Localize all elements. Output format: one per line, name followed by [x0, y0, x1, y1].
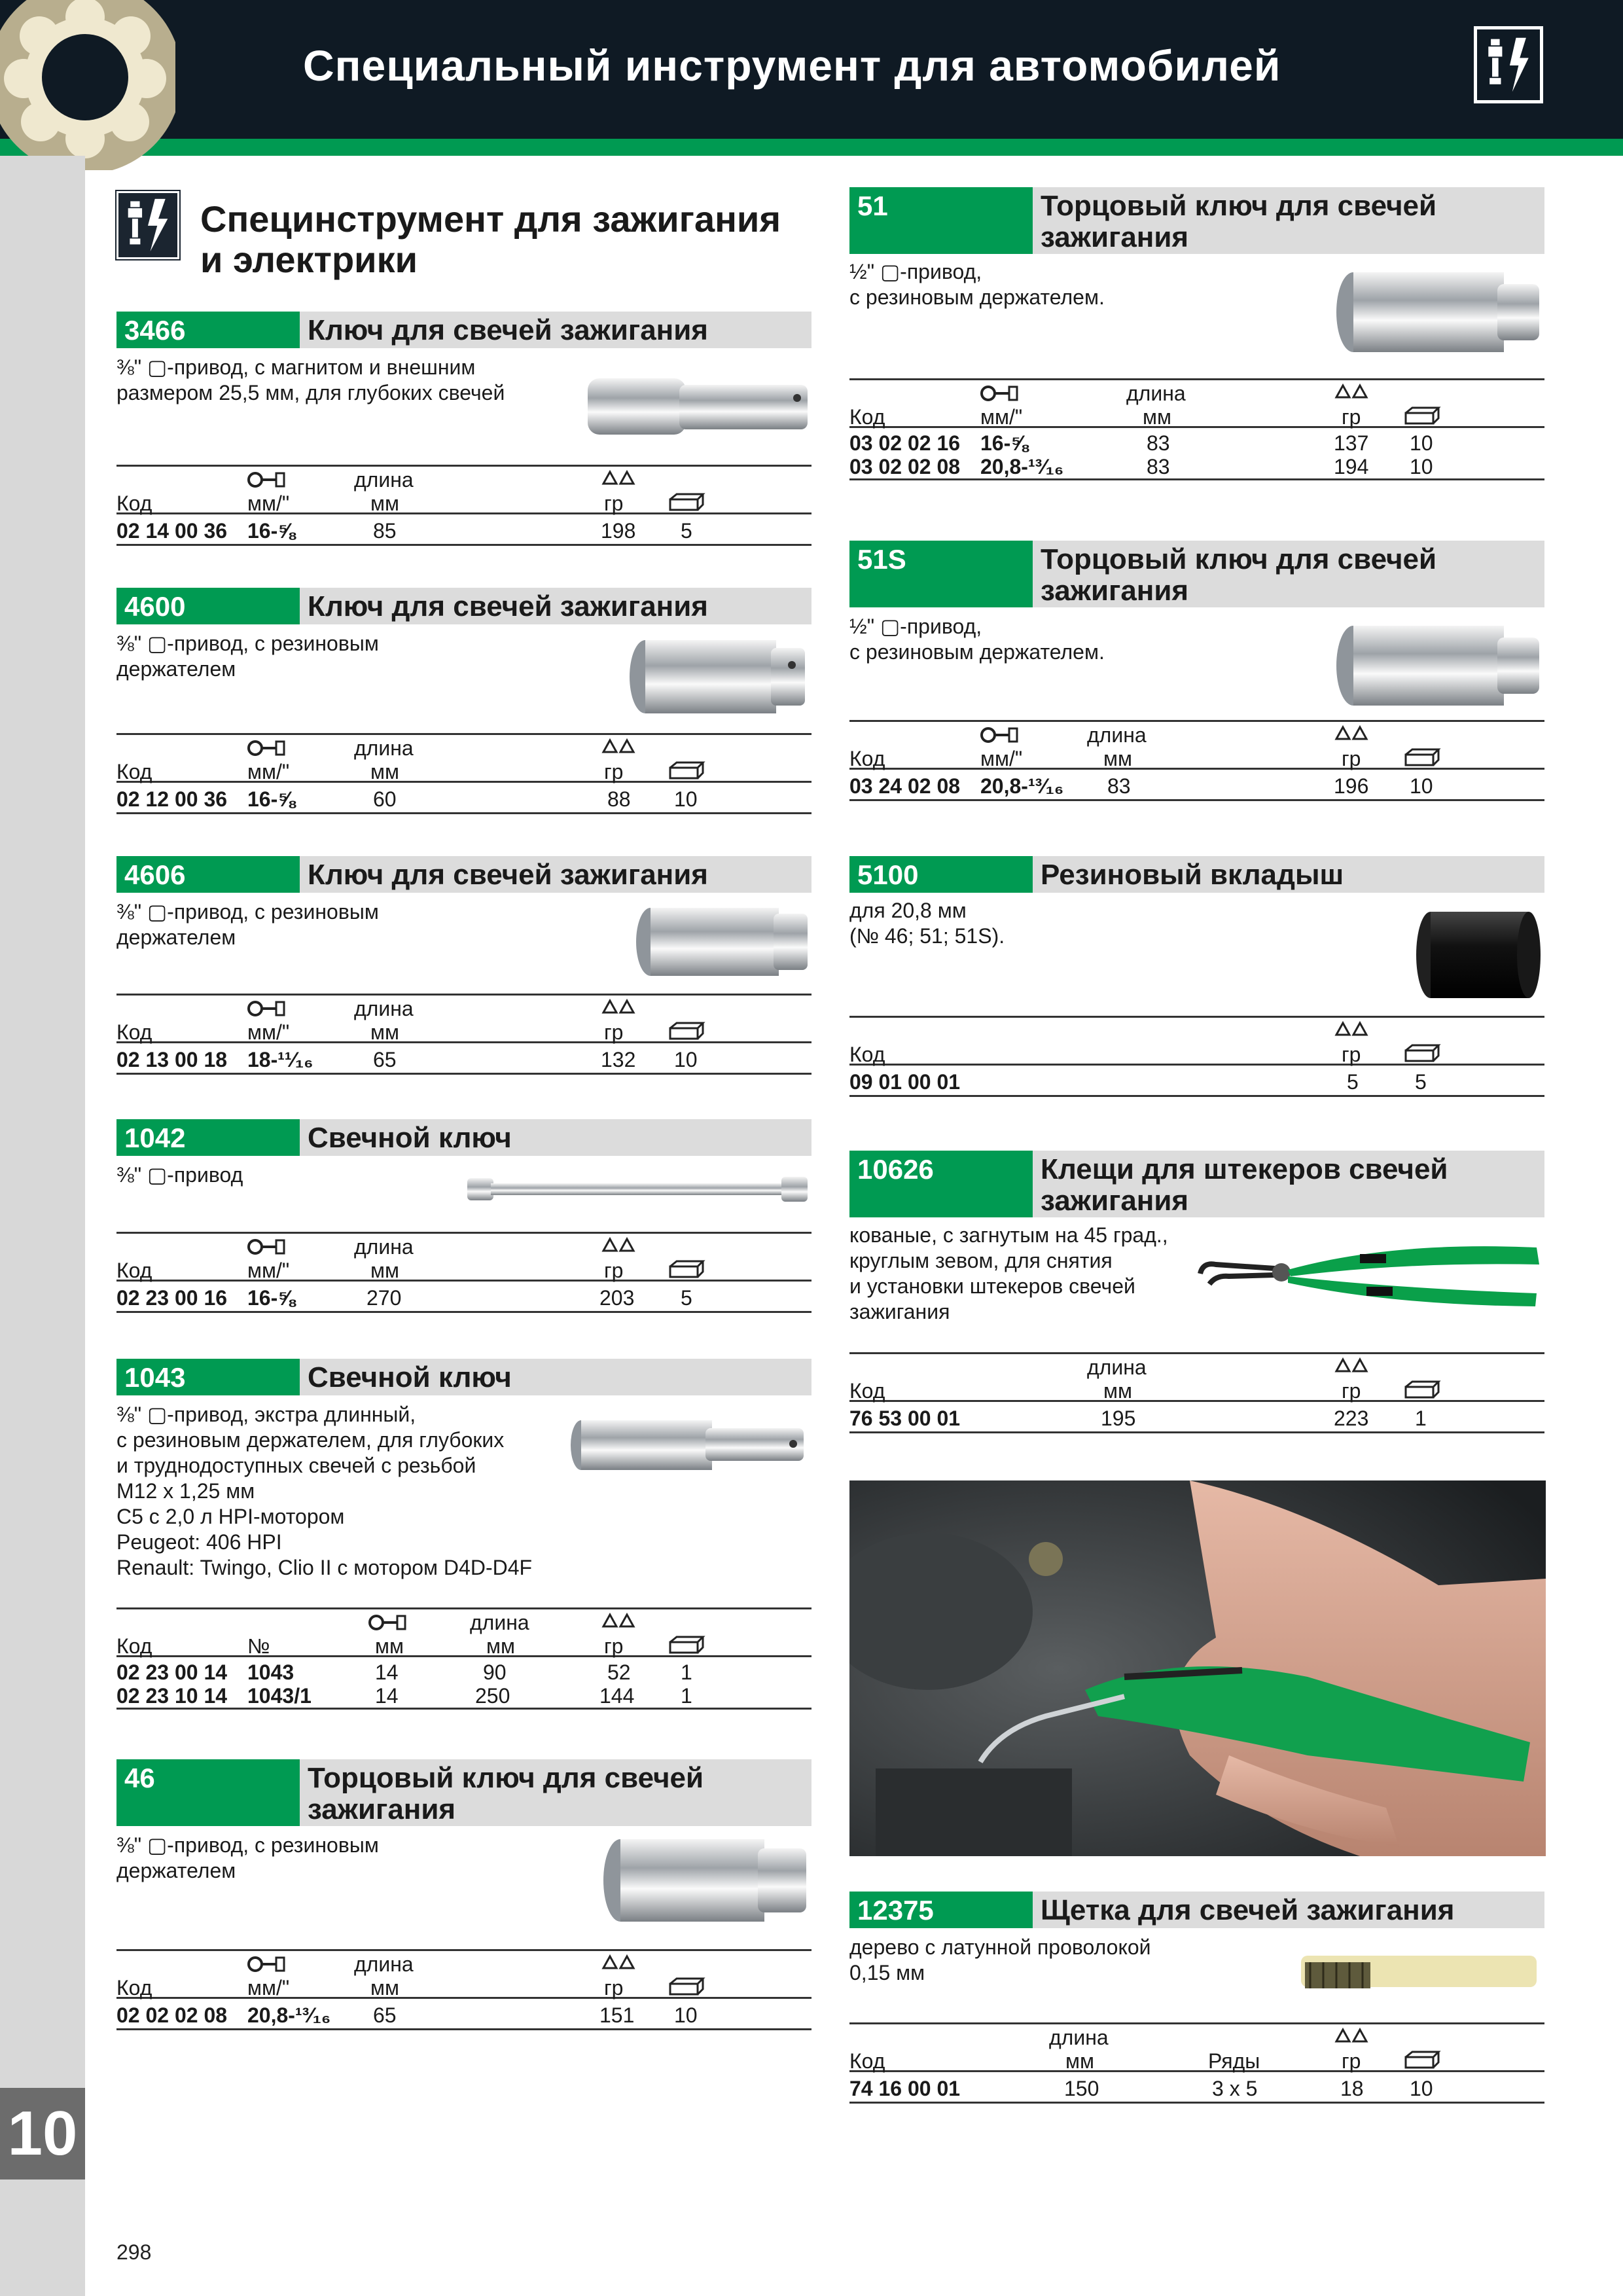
table-cell: 02 23 00 14 [116, 1660, 228, 1684]
text-line: ½" ▢-привод, [849, 260, 982, 283]
gear-logo-icon [0, 0, 175, 170]
table-cell: 20,8-¹³⁄₁₆ [980, 455, 1064, 478]
product-title: Ключ для свечей зажигания [308, 859, 708, 891]
package-box-icon [1403, 1043, 1441, 1064]
product-4606 [116, 856, 812, 1092]
table-cell: 10 [1410, 455, 1433, 478]
column-header: гр [604, 1020, 624, 1044]
table-cell: 02 23 10 14 [116, 1684, 228, 1708]
table-row [116, 1999, 812, 2030]
product-header [116, 312, 812, 348]
column-header: гр [1342, 1379, 1361, 1403]
table-cell: 18-¹¹⁄₁₆ [247, 1048, 313, 1071]
table-header [849, 720, 1544, 770]
wrench-size-icon [980, 726, 1018, 744]
column-header: Код [116, 1634, 152, 1658]
spark-plug-socket-image [588, 374, 810, 440]
table-cell: 65 [373, 1048, 397, 1071]
text-line: круглым зевом, для снятия [849, 1249, 1113, 1272]
text-line: ⅜" ▢-привод, экстра длинный, [116, 1403, 416, 1426]
column-header: длина [1049, 2026, 1109, 2049]
column-header: гр [604, 1976, 624, 2000]
text-line: Торцовый ключ для свечей [1041, 543, 1437, 575]
column-header: мм [370, 1259, 399, 1282]
table-cell: 10 [1410, 431, 1433, 455]
table-cell: 03 02 02 16 [849, 431, 961, 455]
column-header: мм [370, 492, 399, 515]
column-header: мм [375, 1634, 404, 1658]
product-number: 46 [116, 1759, 300, 1826]
column-header: мм [1065, 2049, 1094, 2073]
table-cell: 85 [373, 519, 397, 543]
spark-plug-brush-image [1301, 1948, 1543, 1998]
wrench-size-icon [247, 739, 285, 757]
column-header: мм/" [247, 1976, 290, 2000]
product-description [116, 631, 562, 682]
text-line: кованые, с загнутым на 45 град., [849, 1223, 1168, 1247]
table-cell: 5 [681, 1286, 692, 1310]
table-cell: 195 [1101, 1407, 1136, 1430]
column-header: Код [849, 1379, 885, 1403]
text-line: Renault: Twingo, Clio II с мотором D4D-D4F [116, 1556, 533, 1579]
text-line: для 20,8 мм [849, 899, 967, 922]
table-header [116, 994, 812, 1043]
text-line: ⅜" ▢-привод [116, 1163, 243, 1187]
scale-weight-icon [601, 998, 636, 1018]
product-12375 [849, 1892, 1544, 2140]
table-cell: 194 [1334, 455, 1369, 478]
table-cell: 90 [483, 1660, 507, 1684]
package-box-icon [668, 1976, 705, 1997]
table-cell: 10 [1410, 774, 1433, 798]
product-title: Ключ для свечей зажигания [308, 314, 708, 346]
product-description [849, 1935, 1294, 1986]
table-cell: 14 [375, 1660, 399, 1684]
table-row [116, 1043, 812, 1075]
product-1043 [116, 1359, 812, 1725]
column-header: длина [354, 1235, 414, 1259]
product-title [1041, 1151, 1538, 1217]
header-accent-stripe [0, 139, 1623, 156]
column-header: мм [370, 760, 399, 783]
table-header [116, 465, 812, 514]
column-header: Ряды [1208, 2049, 1260, 2073]
text-line: ⅜" ▢-привод, с резиновым [116, 900, 379, 924]
text-line: и установки штекеров свечей [849, 1274, 1135, 1298]
table-cell: 02 02 02 08 [116, 2003, 228, 2027]
table-cell: 60 [373, 787, 397, 811]
text-line: держателем [116, 925, 236, 949]
scale-weight-icon [601, 1236, 636, 1256]
table-row [116, 1657, 812, 1710]
table-cell: 1 [681, 1660, 692, 1684]
scale-weight-icon [601, 469, 636, 489]
spark-plug-socket-image [1334, 623, 1543, 708]
table-cell: 10 [674, 787, 698, 811]
table-cell: 83 [1147, 455, 1170, 478]
wrench-size-icon [980, 384, 1018, 403]
table-cell: 250 [475, 1684, 510, 1708]
spark-plug-socket-image [601, 1837, 810, 1924]
column-header: гр [1342, 405, 1361, 429]
text-line: зажигания [849, 1300, 950, 1323]
wrench-size-icon [247, 1238, 285, 1256]
spark-plug-wrench-image [467, 1172, 810, 1207]
product-number: 1043 [116, 1359, 300, 1395]
table-cell: 10 [674, 1048, 698, 1071]
table-cell: 20,8-¹³⁄₁₆ [247, 2003, 331, 2027]
product-1042 [116, 1119, 812, 1335]
pliers-in-use-photo [849, 1480, 1546, 1856]
product-number: 4606 [116, 856, 300, 893]
product-number: 51 [849, 187, 1033, 254]
column-header: длина [1126, 382, 1186, 405]
product-description [849, 259, 1294, 310]
text-line: держателем [116, 657, 236, 681]
column-header: Код [849, 1043, 885, 1066]
text-line: с резиновым держателем. [849, 285, 1105, 309]
table-cell: 198 [601, 519, 636, 543]
product-title [1041, 187, 1538, 253]
column-header: длина [354, 468, 414, 492]
package-box-icon [668, 1020, 705, 1041]
product-number: 12375 [849, 1892, 1033, 1928]
table-cell: 151 [599, 2003, 635, 2027]
table-cell: 3 x 5 [1212, 2077, 1258, 2100]
column-header: мм [1103, 1379, 1132, 1403]
wrench-size-icon [368, 1613, 406, 1632]
text-line: Клещи для штекеров свечей [1041, 1153, 1448, 1185]
table-cell: 02 14 00 36 [116, 519, 228, 543]
table-cell: 144 [599, 1684, 635, 1708]
product-5100 [849, 856, 1544, 1124]
spark-plug-lightning-icon [1474, 26, 1543, 103]
column-header: Код [116, 492, 152, 515]
column-header: мм/" [980, 405, 1023, 429]
column-header: № [247, 1634, 270, 1658]
column-header: Код [116, 1976, 152, 2000]
table-cell: 203 [599, 1286, 635, 1310]
text-line: M12 x 1,25 мм [116, 1479, 255, 1503]
column-header: гр [604, 1634, 624, 1658]
table-cell: 5 [1347, 1070, 1359, 1094]
table-header [116, 733, 812, 783]
column-header: длина [354, 736, 414, 760]
table-cell: 16-⅝ [980, 431, 1028, 455]
column-header: мм [370, 1976, 399, 2000]
package-box-icon [1403, 2049, 1441, 2070]
table-row [116, 783, 812, 814]
product-header [116, 1119, 812, 1156]
table-cell: 03 24 02 08 [849, 774, 961, 798]
table-row [116, 514, 812, 546]
column-header: мм [370, 1020, 399, 1044]
column-header: длина [354, 1952, 414, 1976]
column-header: длина [1087, 1355, 1147, 1379]
spark-plug-socket-image [633, 906, 810, 978]
text-line: 0,15 мм [849, 1961, 925, 1984]
table-cell: 16-⅝ [247, 787, 295, 811]
product-4600 [116, 588, 812, 823]
table-cell: 270 [366, 1286, 402, 1310]
table-cell: 1 [1415, 1407, 1427, 1430]
category-title: Специнструмент для зажигания и электрики [200, 198, 781, 280]
column-header: мм/" [247, 492, 290, 515]
text-line: размером 25,5 мм, для глубоких свечей [116, 381, 505, 404]
product-title: Резиновый вкладыш [1041, 859, 1344, 891]
column-header: Код [849, 405, 885, 429]
product-10626 [849, 1151, 1544, 1458]
rubber-insert-image [1415, 907, 1543, 1003]
product-header [849, 187, 1544, 254]
product-header [849, 1892, 1544, 1928]
table-cell: 5 [1415, 1070, 1427, 1094]
column-header: мм [1143, 405, 1171, 429]
spark-plug-socket-image [627, 637, 810, 716]
column-header: гр [604, 760, 624, 783]
text-line: Peugeot: 406 HPI [116, 1530, 282, 1554]
column-header: гр [1342, 747, 1361, 770]
column-header: мм/" [247, 1020, 290, 1044]
page-title: Специальный инструмент для автомобилей [303, 41, 1281, 90]
table-cell: 20,8-¹³⁄₁₆ [980, 774, 1064, 798]
pliers-image [1196, 1236, 1544, 1308]
sidebar-strip [0, 156, 85, 2296]
column-header: мм/" [980, 747, 1023, 770]
wrench-size-icon [247, 471, 285, 489]
product-number: 4600 [116, 588, 300, 624]
column-header: длина [354, 997, 414, 1020]
column-header: Код [116, 760, 152, 783]
package-box-icon [1403, 747, 1441, 768]
extra-long-wrench-image [568, 1419, 810, 1473]
product-header [849, 1151, 1544, 1217]
chapter-tab: 10 [0, 2088, 85, 2179]
text-line: зажигания [308, 1793, 456, 1825]
scale-weight-icon [601, 738, 636, 757]
table-cell: 132 [601, 1048, 636, 1071]
product-description [116, 1402, 562, 1581]
column-header: мм/" [247, 760, 290, 783]
table-cell: 83 [1107, 774, 1131, 798]
product-description [849, 614, 1294, 665]
text-line: с резиновым держателем. [849, 640, 1105, 664]
product-title: Свечной ключ [308, 1361, 512, 1393]
scale-weight-icon [601, 1954, 636, 1973]
table-cell: 223 [1334, 1407, 1369, 1430]
package-box-icon [668, 492, 705, 512]
text-line: (№ 46; 51; 51S). [849, 924, 1005, 948]
column-header: Код [116, 1020, 152, 1044]
table-cell: 10 [674, 2003, 698, 2027]
table-row [849, 2072, 1544, 2104]
package-box-icon [668, 760, 705, 781]
table-cell: 88 [607, 787, 631, 811]
text-line: с резиновым держателем, для глубоких [116, 1428, 505, 1452]
table-cell: 1043 [247, 1660, 294, 1684]
product-header [116, 588, 812, 624]
column-header: мм [1103, 747, 1132, 770]
product-number: 10626 [849, 1151, 1033, 1217]
scale-weight-icon [1334, 2027, 1369, 2047]
table-cell: 16-⅝ [247, 519, 295, 543]
column-header: Код [116, 1259, 152, 1282]
product-number: 1042 [116, 1119, 300, 1156]
column-header: гр [1342, 2049, 1361, 2073]
text-line: ½" ▢-привод, [849, 615, 982, 638]
scale-weight-icon [1334, 1020, 1369, 1040]
table-cell: 76 53 00 01 [849, 1407, 961, 1430]
text-line: зажигания [1041, 1185, 1189, 1217]
table-header [849, 1352, 1544, 1402]
table-row [849, 1402, 1544, 1433]
table-cell: 02 13 00 18 [116, 1048, 228, 1071]
spark-plug-socket-image [1334, 270, 1543, 355]
product-51s [849, 541, 1544, 822]
table-header [849, 378, 1544, 428]
table-cell: 74 16 00 01 [849, 2077, 961, 2100]
text-line: и труднодоступных свечей с резьбой [116, 1454, 476, 1477]
product-header [849, 541, 1544, 607]
package-box-icon [668, 1634, 705, 1655]
table-cell: 52 [607, 1660, 631, 1684]
table-row [116, 1282, 812, 1313]
text-line: Торцовый ключ для свечей [308, 1762, 704, 1794]
product-description [116, 355, 562, 406]
wrench-size-icon [247, 999, 285, 1018]
text-line: зажигания [1041, 575, 1189, 607]
column-header: Код [849, 747, 885, 770]
product-46 [116, 1759, 812, 2034]
product-number: 5100 [849, 856, 1033, 893]
text-line: ⅜" ▢-привод, с резиновым [116, 1833, 379, 1857]
table-header [849, 2022, 1544, 2072]
column-header: мм [486, 1634, 515, 1658]
column-header: гр [1342, 1043, 1361, 1066]
product-title [1041, 541, 1538, 607]
table-cell: 1 [681, 1684, 692, 1708]
table-header [116, 1949, 812, 1999]
table-cell: 1043/1 [247, 1684, 312, 1708]
table-cell: 5 [681, 519, 692, 543]
table-cell: 02 23 00 16 [116, 1286, 228, 1310]
table-cell: 196 [1334, 774, 1369, 798]
package-box-icon [668, 1259, 705, 1280]
product-header [116, 856, 812, 893]
table-cell: 18 [1340, 2077, 1364, 2100]
text-line: Торцовый ключ для свечей [1041, 190, 1437, 222]
scale-weight-icon [1334, 383, 1369, 403]
column-header: длина [470, 1611, 529, 1634]
spark-plug-lightning-icon [116, 191, 179, 259]
product-description [849, 898, 1294, 949]
text-line: дерево с латунной проволокой [849, 1935, 1151, 1959]
package-box-icon [1403, 1379, 1441, 1400]
page-number: 298 [116, 2240, 152, 2264]
table-header [116, 1607, 812, 1657]
column-header: длина [1087, 723, 1147, 747]
table-header [116, 1232, 812, 1282]
product-header [116, 1759, 812, 1826]
product-title: Ключ для свечей зажигания [308, 590, 708, 622]
column-header: Код [849, 2049, 885, 2073]
text-line: ⅜" ▢-привод, с резиновым [116, 632, 379, 655]
table-cell: 16-⅝ [247, 1286, 295, 1310]
package-box-icon [1403, 405, 1441, 426]
product-title [308, 1759, 805, 1825]
table-row [849, 428, 1544, 480]
table-cell: 14 [375, 1684, 399, 1708]
table-cell: 09 01 00 01 [849, 1070, 961, 1094]
table-header [849, 1016, 1544, 1066]
table-cell: 03 02 02 08 [849, 455, 961, 478]
table-cell: 150 [1064, 2077, 1099, 2100]
scale-weight-icon [601, 1612, 636, 1632]
scale-weight-icon [1334, 1357, 1369, 1376]
product-header [849, 856, 1544, 893]
text-line: C5 с 2,0 л HPI-мотором [116, 1505, 345, 1528]
table-row [849, 770, 1544, 801]
product-51 [849, 187, 1544, 501]
product-title: Свечной ключ [308, 1122, 512, 1154]
text-line: зажигания [1041, 221, 1189, 253]
product-description [116, 1833, 562, 1884]
product-title: Щетка для свечей зажигания [1041, 1894, 1455, 1926]
table-cell: 10 [1410, 2077, 1433, 2100]
table-cell: 02 12 00 36 [116, 787, 228, 811]
table-cell: 137 [1334, 431, 1369, 455]
wrench-size-icon [247, 1955, 285, 1973]
product-number: 51S [849, 541, 1033, 607]
column-header: гр [604, 1259, 624, 1282]
scale-weight-icon [1334, 725, 1369, 744]
product-description [116, 899, 562, 950]
text-line: ⅜" ▢-привод, с магнитом и внешним [116, 355, 476, 379]
table-row [849, 1066, 1544, 1097]
text-line: держателем [116, 1859, 236, 1882]
table-cell: 83 [1147, 431, 1170, 455]
table-cell: 65 [373, 2003, 397, 2027]
product-number: 3466 [116, 312, 300, 348]
product-header [116, 1359, 812, 1395]
column-header: гр [604, 492, 624, 515]
product-3466 [116, 312, 812, 560]
column-header: мм/" [247, 1259, 290, 1282]
